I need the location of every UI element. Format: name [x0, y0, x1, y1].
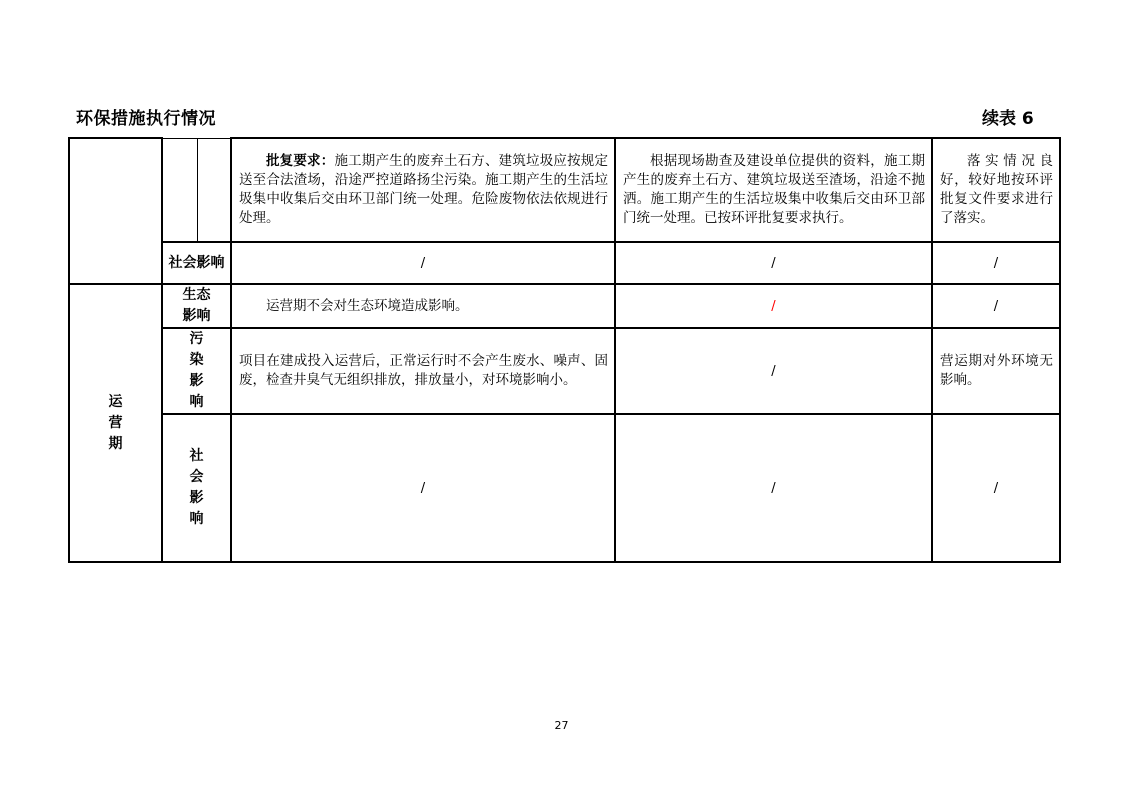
measures-slash: /: [231, 242, 615, 284]
category-cell-blank: [162, 138, 197, 242]
ecology-implementation-slash: /: [932, 284, 1060, 328]
pollution-implementation-text: 营运期对外环境无影响。: [940, 353, 1053, 388]
social-measures-slash: /: [231, 414, 615, 562]
category-ecology: 生态影响: [162, 284, 231, 328]
page-number: 27: [554, 719, 569, 732]
ecology-measures-cell: [231, 284, 615, 328]
situation-cell: [615, 138, 932, 242]
requirement-cell: [231, 138, 615, 242]
table-row: [69, 284, 1060, 328]
pollution-measures-cell: [231, 328, 615, 414]
pollution-situation-slash: /: [615, 328, 932, 414]
situation-slash: /: [615, 242, 932, 284]
category-pollution: 污染影响: [162, 328, 231, 414]
category-social-operation: 社会影响: [162, 414, 231, 562]
implementation-cell: [932, 138, 1060, 242]
table-row: [69, 138, 1060, 242]
pollution-measures-text: 项目在建成投入运营后，正常运行时不会产生废水、噪声、固废，检查井臭气无组织排放，排放量小，对环境影响小。: [239, 353, 608, 388]
requirement-label: 批复要求：: [266, 153, 335, 169]
period-cell-construction: [69, 138, 162, 284]
subcategory-cell-blank: [197, 138, 231, 242]
pollution-implementation-cell: [932, 328, 1060, 414]
implementation-slash: /: [932, 242, 1060, 284]
continued-table-label: 续表 6: [982, 109, 1034, 129]
category-social-construction: 社会影响: [162, 242, 231, 284]
requirement-text: 施工期产生的废弃土石方、建筑垃圾应按规定送至合法渣场，沿途严控道路扬尘污染。施工期产生的生活垃圾集中收集后交由环卫部门统一处理。危险废物依法依规进行处理。: [239, 153, 608, 226]
ecology-situation-slash: /: [615, 284, 932, 328]
page-title: 环保措施执行情况: [76, 109, 216, 129]
situation-text: 根据现场勘查及建设单位提供的资料，施工期产生的废弃土石方、建筑垃圾送至渣场，沿途不抛洒。施工期产生的生活垃圾集中收集后交由环卫部门统一处理。已按环评批复要求执行。: [623, 153, 925, 226]
table-row: [69, 414, 1060, 562]
social-implementation-slash: /: [932, 414, 1060, 562]
table-row: [69, 242, 1060, 284]
implementation-text: 落实情况良好，较好地按环评批复文件要求进行了落实。: [940, 153, 1053, 226]
table-row: [69, 328, 1060, 414]
ecology-measures-text: 运营期不会对生态环境造成影响。: [266, 297, 469, 314]
social-situation-slash: /: [615, 414, 932, 562]
measures-table: [68, 137, 1059, 559]
period-label-operation: 运营期: [69, 284, 162, 562]
